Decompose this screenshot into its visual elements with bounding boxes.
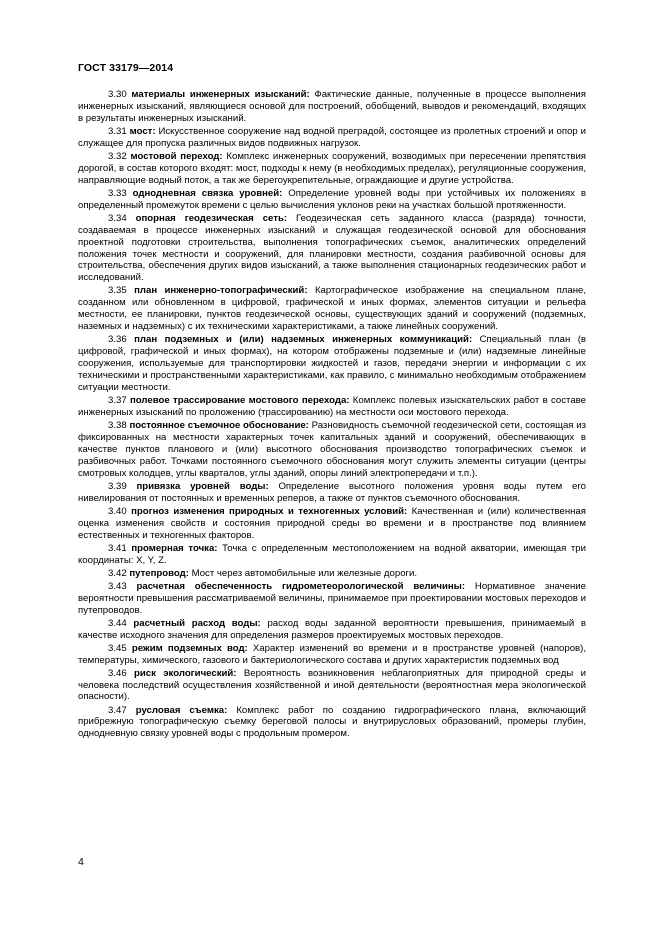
entry-definition: Качественная и (или) количественная оценка изменения свойств и состояния природной среды во времени и в пространстве под влиянием естественных и техногенных факторов. [78, 505, 586, 541]
entry-number: 3.39 [108, 480, 127, 492]
entry-definition: Картографическое изображение на специальном плане, созданном или обновленном в цифровой, графической и иных формах, элементов ситуации и рельефа местности, ее планировки, пунктов геодезической основы, существующих зданий и сооружений (подземных, наземных и надземных) с их техническими характеристиками, а также линейных сооружений. [78, 285, 587, 333]
entry-number: 3.45 [108, 642, 127, 654]
entry-number: 3.34 [108, 212, 127, 224]
definition-entry [78, 395, 586, 419]
entry-definition: Определение высотного положения уровня воды путем его нивелирования от постоянных и временных реперов, а также от пунктов съемочного обоснования. [78, 480, 587, 504]
entry-number: 3.35 [108, 285, 127, 297]
entry-term: промерная точка: [131, 542, 218, 554]
entry-number: 3.30 [108, 89, 127, 100]
entry-term: риск экологический: [134, 667, 237, 679]
definition-entry [78, 568, 586, 580]
definition-entry [78, 334, 586, 394]
definition-entry [78, 151, 586, 187]
entry-definition: Искусственное сооружение над водной преградой, состоящее из пролетных строений и опор и служащее для пропуска различных видов подвижных нагрузок. [78, 125, 587, 149]
entry-number: 3.31 [108, 125, 127, 137]
definition-entry [78, 126, 586, 150]
entry-definition: Точка с определенным местоположением на водной акватории, имеющая три координаты: X, Y, Z. [78, 542, 587, 566]
entry-number: 3.40 [108, 505, 127, 517]
entry-term: полевое трассирование мостового перехода: [130, 394, 350, 406]
entry-term: план подземных и (или) надземных инженерных коммуникаций: [134, 334, 473, 346]
definition-entry [78, 285, 586, 333]
entry-definition: Комплекс полевых изыскательских работ в составе инженерных изысканий по проложению (трассированию) на местности оси мостового перехода. [78, 394, 586, 418]
entry-term: однодневная связка уровней: [132, 187, 283, 199]
entry-definition: Мост через автомобильные или железные дороги. [191, 567, 418, 579]
entry-definition: Специальный план (в цифровой, графической и иных формах), на котором отображены подземные и (или) надземные линейные сооружения, используемые для транспортировки жидкостей и газов, передачи энергии и информации с их техническими и пространственными характеристиками, как правило, с минимально необходимым отображением ситуации местности. [78, 334, 587, 393]
definition-entry [78, 668, 586, 704]
entry-definition: расход воды заданной вероятности превышения, принимаемый в качестве исходного значения для определения размеров проектируемых мостовых переходов. [78, 617, 586, 641]
entry-number: 3.38 [108, 419, 127, 431]
definitions-list [78, 89, 586, 741]
entry-definition: Нормативное значение вероятности превышения рассматриваемой величины, принимаемое при проектировании мостовых переходов и путепроводов. [78, 580, 586, 616]
page-number: 4 [78, 856, 84, 868]
definition-entry [78, 89, 586, 125]
entry-term: расчетный расход воды: [133, 617, 261, 629]
entry-term: постоянное съемочное обоснование: [129, 419, 309, 431]
entry-term: русловая съемка: [135, 704, 228, 716]
entry-definition: Вероятность возникновения неблагоприятных для природной среды и человека последствий осуществления хозяйственной и иной деятельности (вероятностная мера экологической опасности). [78, 667, 586, 703]
entry-term: мостовой переход: [130, 150, 223, 162]
entry-number: 3.42 [108, 567, 127, 579]
entry-number: 3.36 [108, 334, 127, 346]
entry-number: 3.33 [108, 187, 127, 199]
definition-entry [78, 420, 586, 480]
entry-term: план инженерно-топографический: [134, 285, 308, 297]
definition-entry [78, 506, 586, 542]
definition-entry [78, 705, 586, 741]
entry-term: прогноз изменения природных и техногенных условий: [131, 505, 408, 517]
entry-definition: Комплекс инженерных сооружений, возводимых при пересечении препятствия дорогой, в состав которого входят: мост, подходы к нему (в необходимых пределах), регуляционные сооружения, направляющие водный поток, а так же берегоукрепительные, ограждающие и другие устройства. [78, 150, 586, 186]
entry-term: мост: [129, 125, 156, 137]
entry-number: 3.47 [108, 704, 127, 716]
definition-entry [78, 643, 586, 667]
entry-number: 3.43 [108, 580, 127, 592]
entry-term: расчетная обеспеченность гидрометеорологической величины: [136, 580, 466, 592]
entry-number: 3.46 [108, 667, 127, 679]
entry-definition: Комплекс работ по созданию гидрографического плана, включающий прибрежную топографическую съемку береговой полосы и внутрирусловых образований, промеры глубин, однодневную связку уровней воды с продольным промером. [78, 704, 586, 740]
entry-term: режим подземных вод: [131, 642, 248, 654]
entry-term: привязка уровней воды: [136, 480, 269, 492]
definition-entry [78, 618, 586, 642]
definition-entry [78, 543, 586, 567]
definition-entry [78, 213, 586, 284]
entry-number: 3.32 [108, 150, 127, 162]
document-header: ГОСТ 33179—2014 [78, 62, 174, 74]
definition-entry [78, 581, 586, 617]
entry-definition: Определение уровней воды при устойчивых их положениях в определенный промежуток времени с целью вычисления уклонов реки на участках большой протяженности. [78, 187, 586, 211]
entry-term: материалы инженерных изысканий: [131, 89, 310, 100]
entry-definition: Геодезическая сеть заданного класса (разряда) точности, создаваемая в процессе инженерных изысканий и служащая геодезической основой для обоснования проектной подготовки строительства, выполнения топографических съемок, аналитических определений положения точек местности и сооружений, для планировки местности, создания разбивочной основы для строительства, обеспечения других видов изысканий, а также выполнения стационарных геодезических работ и исследований. [78, 212, 586, 284]
entry-number: 3.37 [108, 394, 127, 406]
entry-definition: Разновидность съемочной геодезической сети, состоящая из фиксированных на местности характерных точек капитальных зданий и сооружений, обеспечивающих в качестве пунктов планового и (или) высотного обоснования производство топографических съемок и разбивочных работ. Точками постоянного съемочного обоснования могут служить элементы ситуации (центры смотровых колодцев, углы кварталов, углы зданий, опоры линий электропередачи и т.п.). [78, 419, 587, 479]
entry-number: 3.41 [108, 542, 127, 554]
entry-number: 3.44 [108, 617, 127, 629]
entry-term: опорная геодезическая сеть: [135, 212, 288, 224]
definition-entry [78, 188, 586, 212]
entry-definition: Фактические данные, полученные в процессе выполнения инженерных изысканий, являющиеся основой для построений, обобщений, выводов и рекомендаций, входящих в результаты инженерных изысканий. [78, 89, 586, 124]
definition-entry [78, 481, 586, 505]
entry-definition: Характер изменений во времени и в пространстве уровней (напоров), температуры, химического, газового и бактериологического состава и других характеристик подземных вод [78, 642, 587, 666]
entry-term: путепровод: [129, 567, 189, 579]
